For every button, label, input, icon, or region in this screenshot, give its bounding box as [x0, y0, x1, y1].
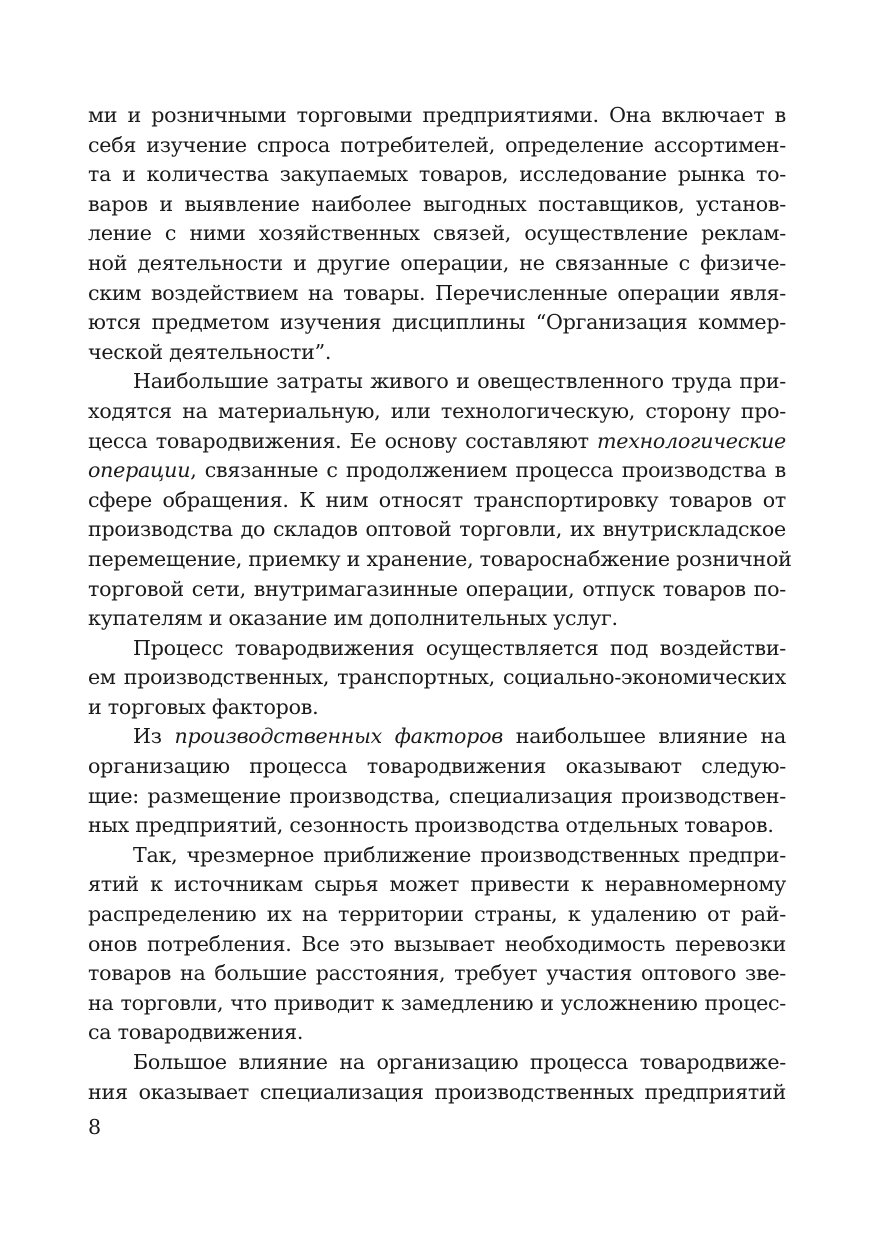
text-line — [88, 1078, 786, 1108]
text-line — [88, 338, 786, 368]
text-run: Процесс товародвижения осуществляется под воздействи- — [133, 635, 786, 660]
text-line — [88, 1048, 786, 1078]
text-line — [88, 308, 786, 338]
text-run: ятий к источникам сырья может привести к неравномерному — [88, 872, 786, 897]
text-line — [88, 900, 786, 930]
text-line — [88, 870, 786, 900]
paragraph — [88, 1048, 786, 1107]
text-line — [88, 219, 786, 249]
text-run: ским воздействием на товары. Перечисленные операции явля- — [88, 280, 786, 305]
text-run: ной деятельности и другие операции, не связанные с физиче- — [88, 250, 786, 275]
text-run: ление с ними хозяйственных связей, осуществление реклам- — [88, 221, 786, 246]
text-run: производства до складов оптовой торговли, их внутрискладское — [88, 517, 786, 542]
paragraph — [88, 722, 786, 840]
text-line — [88, 959, 786, 989]
text-line — [88, 160, 786, 190]
text-line — [88, 279, 786, 309]
italic-text: технологические — [596, 428, 786, 453]
text-line — [88, 131, 786, 161]
text-run: ния оказывает специализация производственных предприятий — [88, 1079, 786, 1104]
text-line — [88, 101, 786, 131]
paragraph — [88, 841, 786, 1048]
text-run: са товародвижения. — [88, 1020, 304, 1045]
text-line — [88, 367, 786, 397]
text-run: и торговых факторов. — [88, 694, 319, 719]
text-line — [88, 249, 786, 279]
text-run: ходятся на материальную, или технологическую, сторону про- — [88, 398, 786, 423]
page-number: 8 — [88, 1115, 102, 1139]
text-run: сфере обращения. К ним относят транспортировку товаров от — [88, 487, 786, 512]
text-line — [88, 811, 786, 841]
text-line — [88, 515, 786, 545]
text-run: Наибольшие затраты живого и овеществленного труда при- — [133, 369, 786, 394]
text-line — [88, 841, 786, 871]
paragraph — [88, 101, 786, 367]
text-line — [88, 989, 786, 1019]
text-line — [88, 722, 786, 752]
text-line — [88, 486, 786, 516]
text-run: наибольшее влияние на — [503, 724, 786, 749]
text-line — [88, 190, 786, 220]
text-run: онов потребления. Все это вызывает необходимость перевозки — [88, 931, 786, 956]
text-line — [88, 634, 786, 664]
text-line — [88, 397, 786, 427]
text-line — [88, 663, 786, 693]
text-run: Из — [133, 724, 175, 749]
text-run: товаров на большие расстояния, требует участия оптового зве- — [88, 961, 786, 986]
text-line — [88, 693, 786, 723]
text-line — [88, 456, 786, 486]
text-line — [88, 545, 792, 575]
text-run: ются предметом изучения дисциплины “Организация коммер- — [88, 310, 786, 335]
paragraph — [88, 367, 792, 633]
text-line — [88, 575, 786, 605]
text-line — [88, 752, 786, 782]
text-line — [88, 427, 786, 457]
text-line — [88, 604, 786, 634]
page-body — [88, 101, 792, 1107]
text-run: ми и розничными торговыми предприятиями. Она включает в — [88, 103, 786, 127]
text-run: та и количества закупаемых товаров, исследование рынка то- — [88, 162, 786, 187]
text-line — [88, 1018, 786, 1048]
text-line — [88, 782, 786, 812]
italic-text: операции — [88, 458, 191, 483]
text-line — [88, 930, 786, 960]
text-run: , связанные с продолжением процесса производства в — [190, 458, 786, 483]
text-run: щие: размещение производства, специализация производствен- — [88, 783, 786, 808]
text-run: Так, чрезмерное приближение производственных предпри- — [133, 842, 786, 867]
text-run: организацию процесса товародвижения оказывают следую- — [88, 754, 786, 779]
paragraph — [88, 634, 786, 723]
text-run: цесса товародвижения. Ее основу составляют — [88, 428, 597, 453]
text-run: варов и выявление наиболее выгодных поставщиков, установ- — [88, 191, 786, 216]
italic-text: производственных факторов — [174, 724, 503, 749]
text-run: перемещение, приемку и хранение, товароснабжение розничной — [88, 546, 792, 571]
text-run: распределению их на территории страны, к удалению от рай- — [88, 902, 786, 927]
text-run: на торговли, что приводит к замедлению и усложнению процес- — [88, 990, 786, 1015]
text-run: ных предприятий, сезонность производства отдельных товаров. — [88, 813, 774, 838]
text-run: купателям и оказание им дополнительных услуг. — [88, 606, 618, 631]
text-run: ческой деятельности”. — [88, 339, 332, 364]
text-run: торговой сети, внутримагазинные операции, отпуск товаров по- — [88, 576, 786, 601]
text-run: ем производственных, транспортных, социально-экономических — [88, 665, 786, 690]
text-run: себя изучение спроса потребителей, определение ассортимен- — [88, 132, 786, 157]
text-run: Большое влияние на организацию процесса товародвиже- — [133, 1050, 786, 1074]
